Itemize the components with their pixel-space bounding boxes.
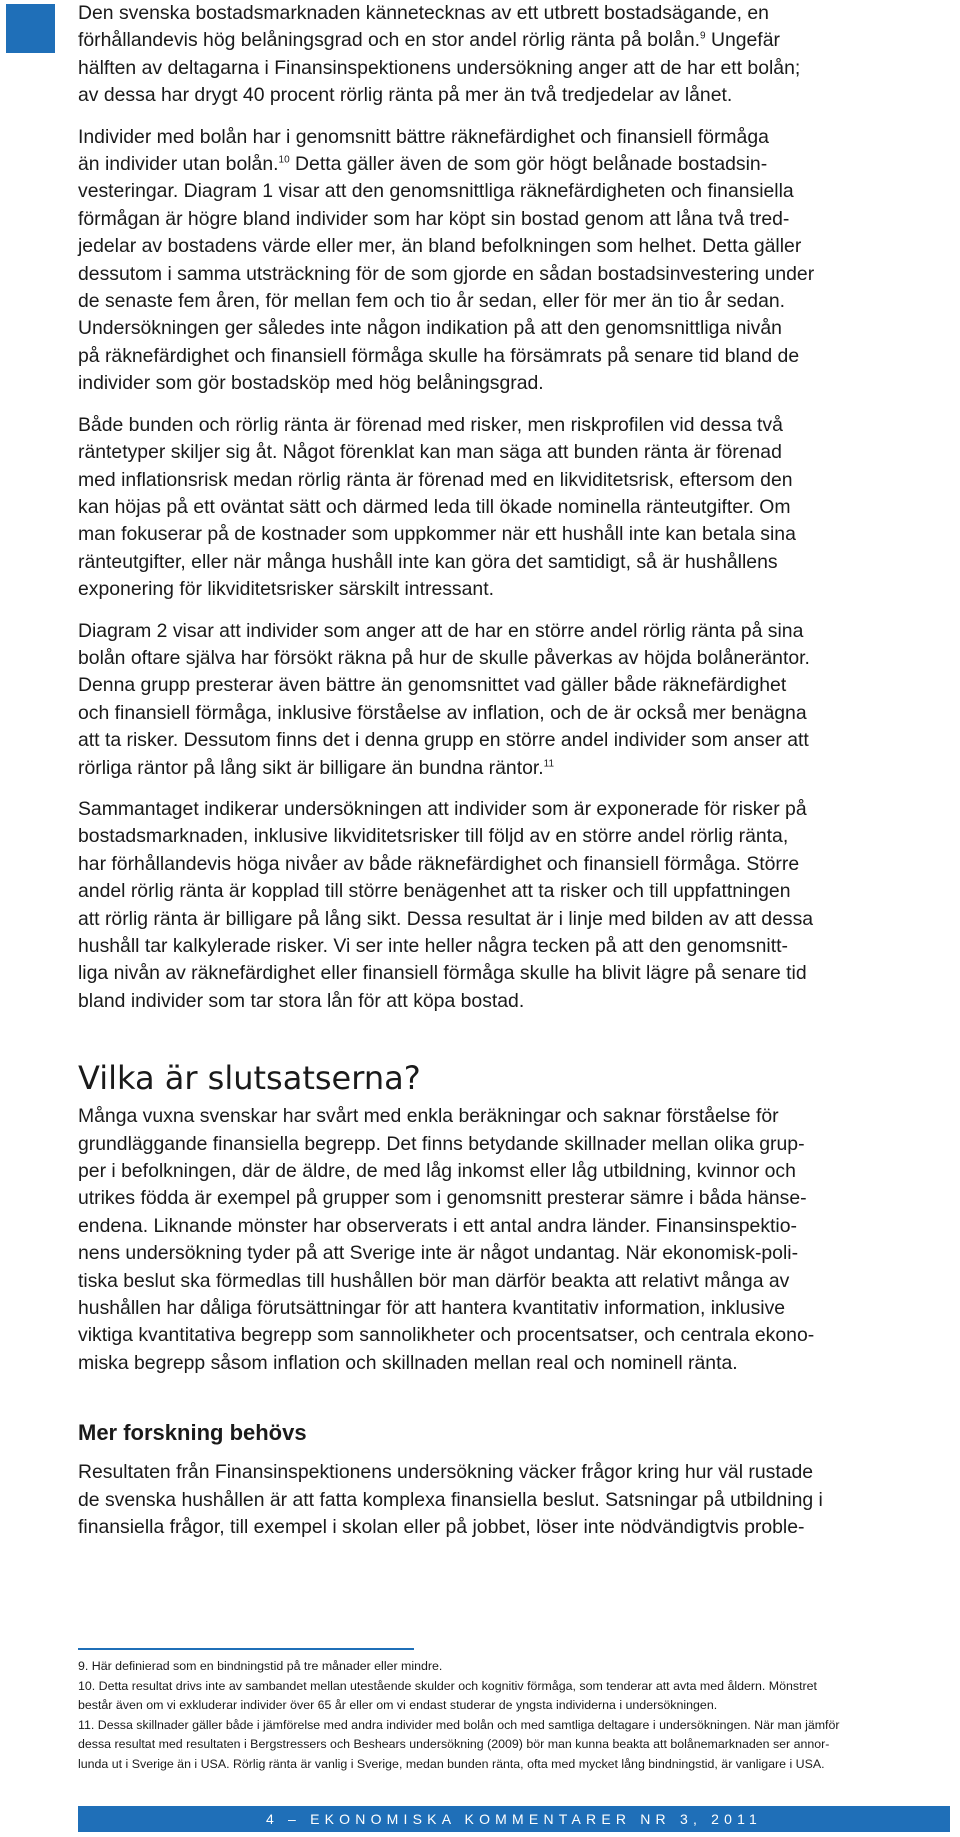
footer-text: 4 – EKONOMISKA KOMMENTARER NR 3, 2011 [265, 1811, 763, 1827]
section-heading-conclusions: Vilka är slutsatserna? [78, 1059, 421, 1098]
footnote-divider [78, 1648, 414, 1650]
text-line: bland individer som tar stora lån för att köpa bostad. [78, 989, 525, 1012]
text-line: utrikes födda är exempel på grupper som i genomsnitt presterar sämre i båda hänse- [78, 1187, 807, 1210]
text-line: man fokuserar på de kostnader som uppkommer när ett hushåll inte kan betala sina [78, 523, 796, 546]
footnote-11-cont: dessa resultat med resultaten i Bergstressers och Beshears undersökning (2009) bör man kunna beakta att bolånemarknaden ser annor- [78, 1737, 830, 1752]
text-line: hushållen har dåliga förutsättningar för att hantera kvantitativ information, inklusive [78, 1297, 786, 1320]
text-line: har förhållandevis höga nivåer av både räknefärdighet och finansiell förmåga. Större [78, 852, 800, 875]
footnote-ref-10[interactable]: 10 [278, 154, 290, 166]
text-line: att rörlig ränta är billigare på lång sikt. Dessa resultat är i linje med bilden av att dessa [78, 907, 814, 930]
paragraph-interest-risks [78, 412, 950, 604]
text-line: de senaste fem åren, för mellan fem och tio år sedan, eller för mer än tio år sedan. [78, 290, 786, 313]
text-line: av dessa har drygt 40 procent rörlig ränta på mer än två tredjedelar av lånet. [78, 84, 733, 107]
text-line: än individer utan bolån.$^{10}$ Detta gäller även de som gör högt belånade bostadsin- [78, 153, 768, 176]
text-line: med inflationsrisk medan rörlig ränta är förenad med en likviditetsrisk, eftersom den [78, 468, 793, 491]
footnote-10: 10. Detta resultat drivs inte av sambandet mellan utestående skulder och kognitiv förmåga, som tenderar att avta med åldern. Mönstret [78, 1678, 818, 1693]
text-line: bostadsmarknaden, inklusive likviditetsrisker till följd av en större andel rörlig ränta, [78, 825, 789, 848]
text-line: endena. Liknande mönster har observerats i ett antal andra länder. Finansinspektio- [78, 1214, 797, 1237]
paragraph-more-research [78, 1459, 950, 1541]
text-line: på räknefärdighet och finansiell förmåga skulle ha försämrats på senare tid bland de [78, 344, 800, 367]
footnote-ref-11[interactable]: 11 [543, 758, 555, 770]
text-line: hälften av deltagarna i Finansinspektionens undersökning anger att de har ett bolån; [78, 56, 801, 79]
text-line: exponering för likviditetsrisker särskilt intressant. [78, 578, 494, 601]
text-line: och finansiell förmåga, inklusive förståelse av inflation, och de är också mer benägna [78, 701, 807, 724]
text-line: jedelar av bostadens värde eller mer, än bland befolkningen som helhet. Detta gäller [78, 235, 802, 258]
text-line: Många vuxna svenskar har svårt med enkla beräkningar och saknar förståelse för [78, 1105, 779, 1128]
text-line: kan höjas på ett oväntat sätt och därmed leda till ökade nominella ränteutgifter. Om [78, 495, 791, 518]
text-line: per i befolkningen, där de äldre, de med låg inkomst eller låg utbildning, kvinnor och [78, 1160, 796, 1183]
text-line: räntetyper skiljer sig åt. Något förenklat kan man säga att bunden ränta är förenad [78, 441, 782, 464]
text-line: grundläggande finansiella begrepp. Det finns betydande skillnader mellan olika grup- [78, 1132, 805, 1155]
text-line: Resultaten från Finansinspektionens undersökning väcker frågor kring hur väl rustade [78, 1461, 814, 1484]
article-body [78, 0, 950, 1556]
page-footer [78, 1806, 950, 1832]
text-line: bolån oftare själva har försökt räkna på hur de skulle påverkas av höjda bolåneräntor. [78, 646, 810, 669]
text-line: nens undersökning tyder på att Sverige inte är något undantag. När ekonomisk-poli- [78, 1242, 799, 1265]
text-line: hushåll tar kalkylerade risker. Vi ser inte heller några tecken på att den genomsnitt- [78, 935, 788, 957]
text-line: Undersökningen ger således inte någon indikation på att den genomsnittliga nivån [78, 317, 782, 340]
text-line: ränteutgifter, eller när många hushåll inte kan göra det samtidigt, så är hushållens [78, 550, 778, 573]
text-line: finansiella frågor, till exempel i skolan eller på jobbet, löser inte nödvändigtvis proble- [78, 1516, 805, 1539]
text-line: rörliga räntor på lång sikt är billigare än bundna räntor.$^{11}$ [78, 756, 555, 779]
text-line: dessutom i samma utsträckning för de som gjorde en sådan bostadsinvestering under [78, 262, 815, 285]
text-line: Den svenska bostadsmarknaden kännetecknas av ett utbrett bostadsägande, en [78, 2, 769, 24]
text-line: tiska beslut ska förmedlas till hushållen bör man därför beakta att relativt många av [78, 1269, 790, 1292]
paragraph-housing-market [78, 0, 950, 110]
text-line: de svenska hushållen är att fatta komplexa finansiella beslut. Satsningar på utbildning i [78, 1488, 823, 1511]
paragraph-diagram-2 [78, 618, 950, 782]
text-line: individer som gör bostadsköp med hög belåningsgrad. [78, 372, 544, 395]
text-line: Diagram 2 visar att individer som anger att de har en större andel rörlig ränta på sina [78, 619, 804, 642]
text-line: förhållandevis hög belåningsgrad och en stor andel rörlig ränta på bolån.$^9$ Ungefär [78, 29, 780, 52]
text-line: vesteringar. Diagram 1 visar att den genomsnittliga räknefärdigheten och finansiella [78, 180, 794, 203]
text-line: viktiga kvantitativa begrepp som sannolikheter och procentsatser, och centrala ekono- [78, 1324, 815, 1347]
footnote-11: 11. Dessa skillnader gäller både i jämförelse med andra individer med bolån och med samtliga deltagare i undersökningen. När man jämför [78, 1717, 840, 1732]
text-line: att ta risker. Dessutom finns det i denna grupp en större andel individer som anser att [78, 729, 809, 752]
paragraph-conclusions [78, 1103, 950, 1377]
text-line: förmågan är högre bland individer som har köpt sin bostad genom att låna två tred- [78, 207, 790, 230]
corner-accent-square [6, 4, 55, 53]
paragraph-summary [78, 796, 950, 1015]
text-line: liga nivån av räknefärdighet eller finansiell förmåga skulle ha blivit lägre på senare tid [78, 962, 807, 985]
footnote-11-cont: lunda ut i Sverige än i USA. Rörlig ränta är vanlig i Sverige, medan bunden ränta, ofta med mycket lång bindningstid, är vanligare i USA. [78, 1756, 825, 1771]
text-line: Sammantaget indikerar undersökningen att individer som är exponerade för risker på [78, 797, 807, 820]
paragraph-mortgage-individuals [78, 124, 950, 398]
text-line: miska begrepp såsom inflation och skillnaden mellan real och nominell ränta. [78, 1351, 738, 1374]
subsection-heading-more-research: Mer forskning behövs [78, 1420, 307, 1446]
footnote-9: 9. Här definierad som en bindningstid på tre månader eller mindre. [78, 1659, 443, 1673]
text-line: Individer med bolån har i genomsnitt bättre räknefärdighet och finansiell förmåga [78, 125, 769, 148]
footnote-ref-9[interactable]: 9 [700, 30, 706, 42]
text-line: Denna grupp presterar även bättre än genomsnittet vad gäller både räknefärdighet [78, 674, 787, 697]
text-line: Både bunden och rörlig ränta är förenad med risker, men riskprofilen vid dessa två [78, 413, 783, 436]
footnotes [78, 1657, 958, 1775]
text-line: andel rörlig ränta är kopplad till större benägenhet att ta risker och till uppfattningen [78, 880, 791, 903]
footnote-10-cont: består även om vi exkluderar individer över 65 år eller om vi endast studerar de yngsta individerna i undersökningen. [78, 1698, 718, 1713]
